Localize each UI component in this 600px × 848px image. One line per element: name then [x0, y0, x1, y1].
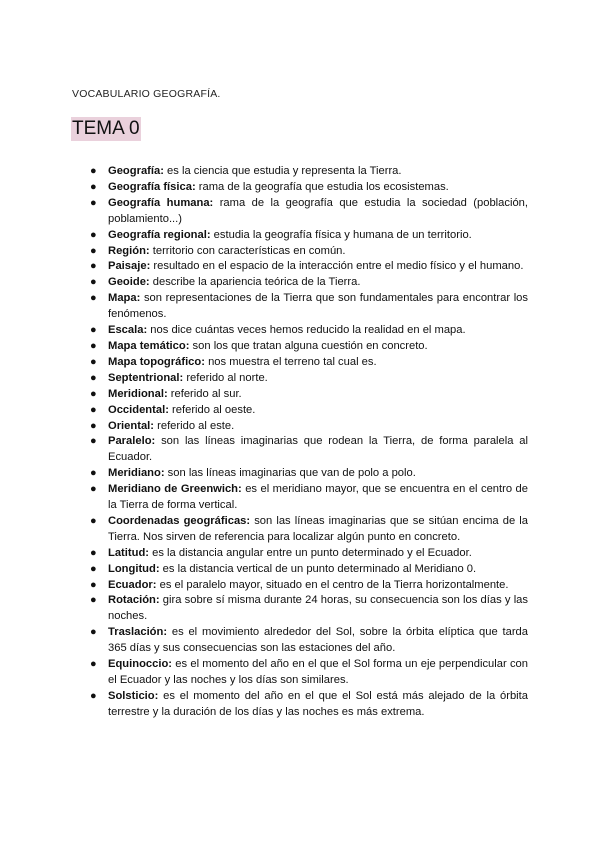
term-label: Paisaje:	[108, 260, 151, 273]
term-definition: son los que tratan alguna cuestión en concreto.	[189, 339, 428, 352]
term-label: Escala:	[108, 324, 148, 337]
term-definition: son las líneas imaginarias que rodean la Tierra, de forma paralela al Ecuador.	[108, 435, 528, 464]
term-label: Occidental:	[108, 403, 169, 416]
list-item	[90, 228, 528, 244]
bullet-icon: ●	[90, 435, 97, 448]
term-label: Traslación:	[108, 626, 168, 639]
bullet-icon: ●	[90, 594, 97, 607]
term-definition: es la distancia angular entre un punto determinado y el Ecuador.	[149, 546, 472, 559]
list-item	[90, 689, 528, 721]
term-definition: territorio con características en común.	[149, 244, 346, 257]
list-item	[90, 196, 528, 228]
term-label: Meridiano de Greenwich:	[108, 483, 242, 496]
list-item	[90, 371, 528, 387]
list-item	[90, 482, 528, 514]
term-definition: es el meridiano mayor, que se encuentra en el centro de la Tierra de forma vertical.	[108, 483, 528, 512]
list-item	[90, 387, 528, 403]
term-label: Longitud:	[108, 562, 160, 575]
term-definition: referido al oeste.	[168, 403, 256, 416]
term-label: Solsticio:	[108, 689, 159, 702]
list-item	[90, 180, 528, 196]
term-label: Paralelo:	[108, 435, 156, 448]
term-definition: es el momento del año en el que el Sol forma un eje perpendicular con el Ecuador y las noches y los días son similares.	[108, 658, 528, 686]
bullet-icon: ●	[90, 196, 97, 209]
term-label: Meridional:	[108, 387, 168, 400]
bullet-icon: ●	[90, 514, 97, 527]
term-label: Latitud:	[108, 546, 150, 559]
term-label: Oriental:	[108, 419, 155, 432]
bullet-icon: ●	[90, 467, 97, 480]
term-label: Septentrional:	[108, 371, 184, 384]
bullet-icon: ●	[90, 244, 97, 257]
term-label: Geoide:	[108, 276, 150, 289]
bullet-icon: ●	[90, 276, 97, 289]
term-definition: referido al sur.	[167, 387, 242, 400]
term-label: Ecuador:	[108, 578, 157, 591]
bullet-icon: ●	[90, 387, 97, 400]
term-definition: es la ciencia que estudia y representa la Tierra.	[163, 165, 402, 177]
term-definition: es el momento del año en el que el Sol está más alejado de la órbita terrestre y la duración de los días y las noches es más extrema.	[108, 689, 528, 718]
bullet-icon: ●	[90, 689, 97, 702]
list-item	[90, 275, 528, 291]
bullet-icon: ●	[90, 165, 97, 177]
bullet-icon: ●	[90, 180, 97, 193]
list-item	[90, 657, 528, 689]
list-item	[90, 466, 528, 482]
list-item	[90, 434, 528, 466]
term-label: Geografía regional:	[108, 228, 211, 241]
bullet-icon: ●	[90, 658, 97, 671]
term-label: Meridiano:	[108, 467, 165, 480]
bullet-icon: ●	[90, 546, 97, 559]
term-label: Geografía física:	[108, 180, 196, 193]
list-item	[90, 323, 528, 339]
term-definition: es la distancia vertical de un punto determinado al Meridiano 0.	[159, 562, 477, 575]
term-definition: resultado en el espacio de la interacción entre el medio físico y el humano.	[150, 260, 524, 273]
bullet-icon: ●	[90, 292, 97, 305]
term-label: Coordenadas geográficas:	[108, 514, 251, 527]
term-label: Equinoccio:	[108, 658, 173, 671]
term-definition: son representaciones de la Tierra que son fundamentales para encontrar los fenómenos.	[108, 292, 528, 321]
list-item	[90, 419, 528, 435]
term-label: Geografía humana:	[108, 196, 214, 209]
term-definition: son las líneas imaginarias que se sitúan encima de la Tierra. Nos sirven de referencia para localizar algún punto en concreto.	[108, 514, 528, 543]
bullet-icon: ●	[90, 324, 97, 337]
list-item	[90, 562, 528, 578]
list-item	[90, 164, 528, 180]
term-definition: rama de la geografía que estudia los ecosistemas.	[195, 180, 449, 193]
vocabulary-list	[90, 164, 528, 721]
list-item	[90, 546, 528, 562]
term-definition: rama de la geografía que estudia la sociedad (población, poblamiento...)	[108, 196, 528, 225]
term-label: Geografía:	[108, 165, 164, 177]
list-item	[90, 514, 528, 546]
term-definition: nos muestra el terreno tal cual es.	[204, 355, 377, 368]
term-definition: es el movimiento alrededor del Sol, sobre la órbita elíptica que tarda 365 días y sus consecuencias son las estaciones del año.	[108, 626, 528, 655]
term-label: Rotación:	[108, 594, 160, 607]
list-item	[90, 244, 528, 260]
bullet-icon: ●	[90, 371, 97, 384]
list-item	[90, 625, 528, 657]
bullet-icon: ●	[90, 260, 97, 273]
term-label: Mapa topográfico:	[108, 355, 205, 368]
bullet-icon: ●	[90, 339, 97, 352]
list-item	[90, 259, 528, 275]
list-item	[90, 403, 528, 419]
term-definition: describe la apariencia teórica de la Tierra.	[149, 276, 361, 289]
term-definition: gira sobre sí misma durante 24 horas, su consecuencia son los días y las noches.	[108, 594, 528, 623]
bullet-icon: ●	[90, 403, 97, 416]
bullet-icon: ●	[90, 626, 97, 639]
term-definition: es el paralelo mayor, situado en el centro de la Tierra horizontalmente.	[156, 578, 509, 591]
bullet-icon: ●	[90, 483, 97, 496]
term-label: Mapa temático:	[108, 339, 190, 352]
bullet-icon: ●	[90, 228, 97, 241]
list-item	[90, 355, 528, 371]
term-definition: estudia la geografía física y humana de un territorio.	[210, 228, 472, 241]
bullet-icon: ●	[90, 562, 97, 575]
document-title: VOCABULARIO GEOGRAFÍA.	[72, 88, 221, 100]
bullet-icon: ●	[90, 419, 97, 432]
term-definition: referido al este.	[154, 419, 235, 432]
bullet-icon: ●	[90, 578, 97, 591]
term-definition: referido al norte.	[183, 371, 268, 384]
list-item	[90, 578, 528, 594]
term-label: Región:	[108, 244, 150, 257]
section-heading: TEMA 0	[72, 118, 140, 139]
list-item	[90, 291, 528, 323]
term-definition: son las líneas imaginarias que van de polo a polo.	[164, 467, 416, 480]
bullet-icon: ●	[90, 355, 97, 368]
list-item	[90, 339, 528, 355]
list-item	[90, 593, 528, 625]
term-definition: nos dice cuántas veces hemos reducido la realidad en el mapa.	[147, 324, 466, 337]
term-label: Mapa:	[108, 292, 141, 305]
